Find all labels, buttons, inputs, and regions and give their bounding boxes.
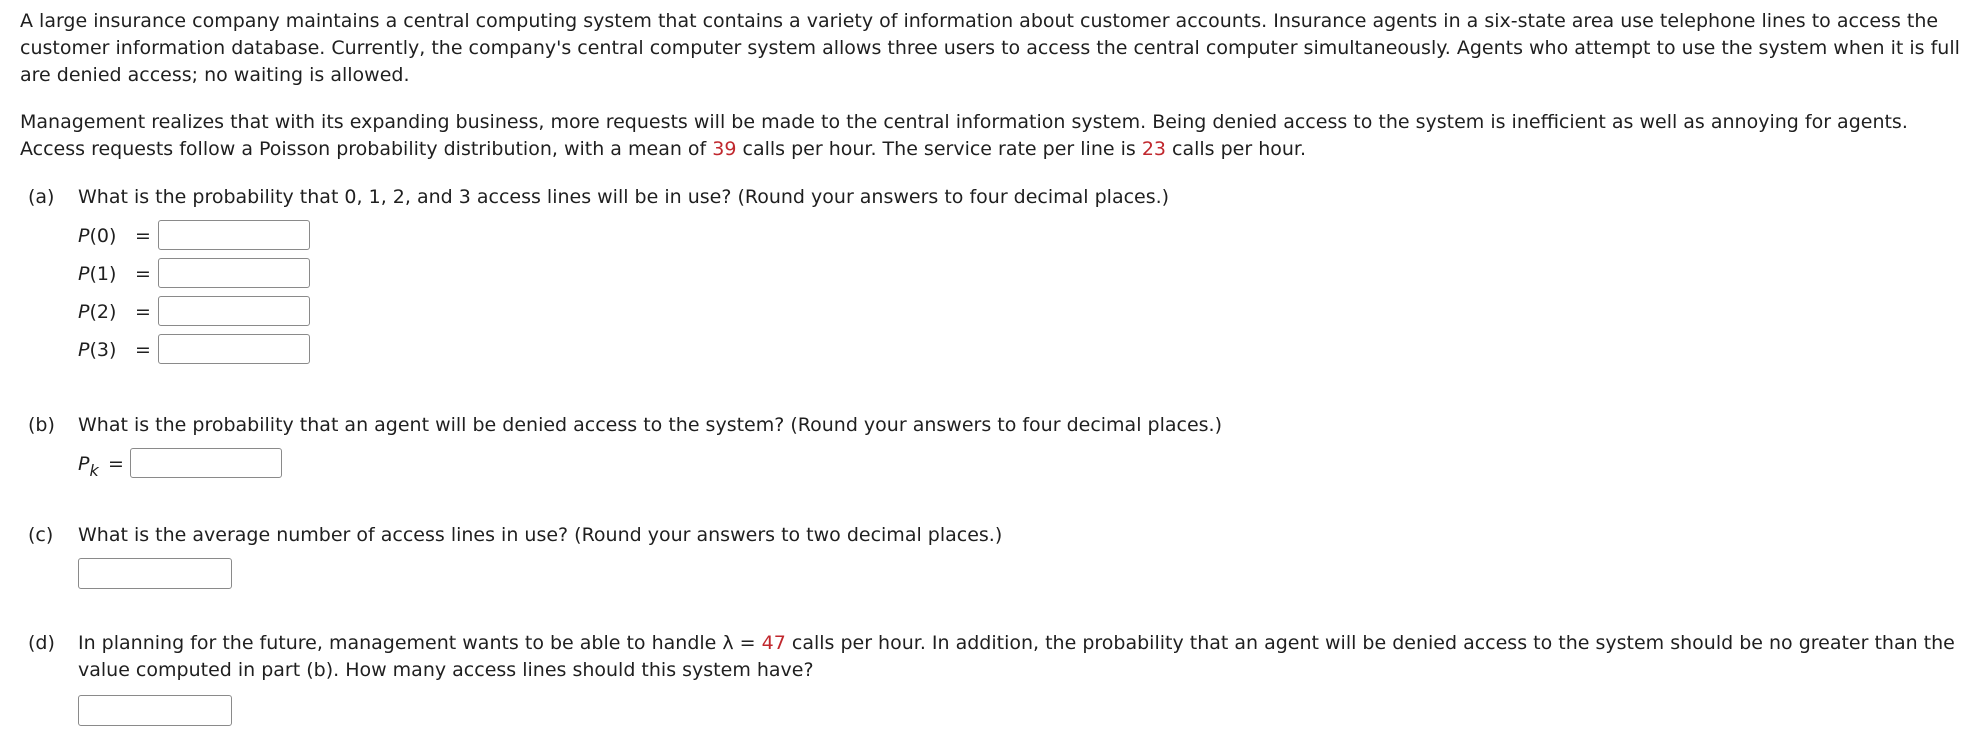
intro-text-segment: Management realizes that with its expanding business, more requests will be made to the central information system. Being denied access to the system is inefficient as well as annoying for agents. Access requests follow a Poisson probability distribution, with a mean of [20, 111, 1908, 160]
part-d-letter: (d) [28, 632, 55, 654]
intro-text-segment: calls per hour. The service rate per line is [736, 138, 1142, 160]
p3-label: P(3) [78, 339, 117, 361]
intro-text-segment: calls per hour. [1166, 138, 1307, 160]
equals-sign: = [135, 263, 151, 285]
p2-label: P(2) [78, 301, 117, 323]
equals-sign: = [135, 339, 151, 361]
pk-label: $P_k$ [78, 453, 99, 480]
mean-calls-value: 39 [712, 138, 737, 160]
lambda-value: 47 [761, 632, 786, 654]
access-lines-input[interactable] [78, 695, 232, 726]
service-rate-value: 23 [1141, 138, 1166, 160]
p1-label: P(1) [78, 263, 117, 285]
average-lines-input[interactable] [78, 558, 232, 589]
p3-input[interactable] [158, 334, 310, 364]
pk-input[interactable] [130, 448, 282, 478]
part-c-letter: (c) [28, 524, 54, 546]
part-b-question: What is the probability that an agent will be denied access to the system? (Round your answers to four decimal places.) [78, 414, 1222, 436]
p1-input[interactable] [158, 258, 310, 288]
equals-sign: = [135, 225, 151, 247]
intro-paragraph-1: A large insurance company maintains a central computing system that contains a variety of information about customer accounts. Insurance agents in a six-state area use telephone lines to access the customer information database. Currently, the company's central computer system allows three users to access the central computer simultaneously. Agents who attempt to use the system when it is full are denied access; no waiting is allowed. [20, 10, 1960, 86]
intro-paragraph-2 [20, 109, 1970, 163]
part-a-question: What is the probability that 0, 1, 2, and 3 access lines will be in use? (Round your answers to four decimal places.) [78, 186, 1170, 208]
p2-input[interactable] [158, 296, 310, 326]
part-a-letter: (a) [28, 186, 55, 208]
equals-sign: = [135, 301, 151, 323]
part-d-question: In planning for the future, management wants to be able to handle λ = 47 calls per hour. In addition, the probability that an agent will be denied access to the system should be no greater than the value computed in part (b). How many access lines should this system have? [78, 632, 1955, 681]
p0-label: P(0) [78, 225, 117, 247]
part-c-question: What is the average number of access lines in use? (Round your answers to two decimal places.) [78, 524, 1003, 546]
equals-sign: = [108, 453, 124, 475]
p0-input[interactable] [158, 220, 310, 250]
part-b-letter: (b) [28, 414, 55, 436]
